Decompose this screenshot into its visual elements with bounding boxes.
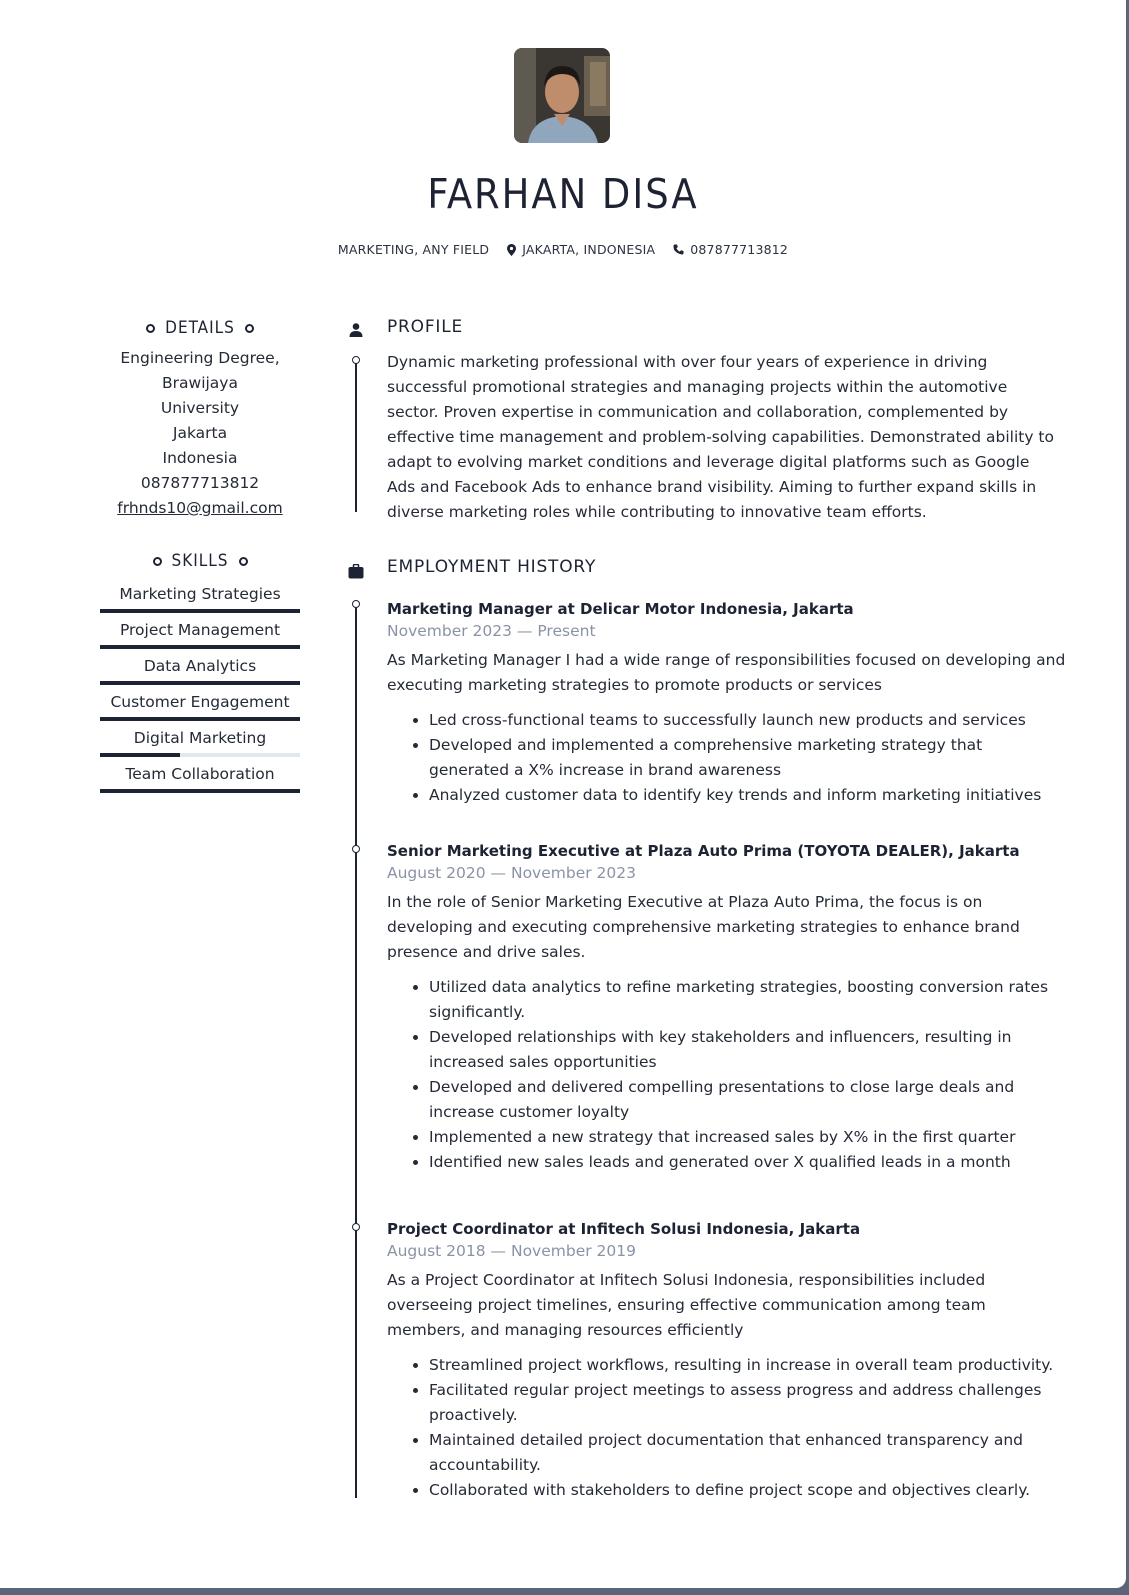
- city: Jakarta: [172, 424, 228, 442]
- left-column: [80, 318, 320, 793]
- job-dates: August 2020 — November 2023: [387, 864, 636, 882]
- job-bullet: • Utilized data analytics to refine marketing strategies, boosting conversion rates significantly.: [429, 975, 1067, 1025]
- email-link[interactable]: frhnds10@gmail.com: [117, 499, 283, 517]
- timeline-pin: [352, 600, 360, 608]
- skill-bar-fill: [100, 609, 300, 613]
- skill-label: Customer Engagement: [110, 693, 290, 711]
- job-bullets: [387, 1353, 1067, 1503]
- employment-timeline-line: [355, 606, 357, 1498]
- role-text: MARKETING, ANY FIELD: [337, 242, 490, 257]
- job-entry: [387, 842, 1067, 1175]
- job-bullet: • Developed and implemented a comprehensive marketing strategy that generated a X% increase in brand awareness: [429, 733, 1067, 783]
- job-bullet: • Facilitated regular project meetings to assess progress and address challenges proactively.: [429, 1378, 1067, 1428]
- candidate-name: FARHAN DISA: [427, 170, 699, 218]
- skill-bar-fill: [100, 681, 300, 685]
- skill-item: [100, 685, 300, 721]
- job-description: In the role of Senior Marketing Executive at Plaza Auto Prima, the focus is on developing and executing comprehensive marketing strategies to enhance brand presence and drive sales.: [387, 893, 1020, 961]
- skill-bar: [100, 717, 300, 721]
- profile-timeline-line: [355, 362, 357, 512]
- skill-bar: [100, 753, 300, 757]
- skill-bar: [100, 609, 300, 613]
- timeline-pin: [352, 1223, 360, 1231]
- job-entry: [387, 1220, 1067, 1503]
- skill-bar: [100, 789, 300, 793]
- phone-text: 087877713812: [690, 242, 789, 257]
- job-bullet: • Maintained detailed project documentation that enhanced transparency and accountability.: [429, 1428, 1067, 1478]
- timeline-pin: [352, 356, 360, 364]
- job-bullet: • Identified new sales leads and generated over X qualified leads in a month: [429, 1150, 1067, 1175]
- job-bullet: • Developed and delivered compelling presentations to close large deals and increase customer loyalty: [429, 1075, 1067, 1125]
- job-title: Marketing Manager at Delicar Motor Indonesia, Jakarta: [387, 600, 854, 618]
- job-description: As Marketing Manager I had a wide range of responsibilities focused on developing and executing marketing strategies to promote products or services: [387, 651, 1066, 694]
- profile-photo: [514, 48, 610, 143]
- skill-item: [100, 649, 300, 685]
- skill-label: Data Analytics: [143, 657, 257, 675]
- skill-bar: [100, 645, 300, 649]
- skills-heading: [80, 551, 320, 571]
- job-bullet: • Developed relationships with key stakeholders and influencers, resulting in increased sales opportunities: [429, 1025, 1067, 1075]
- job-bullet: • Led cross-functional teams to successfully launch new products and services: [429, 708, 1067, 733]
- skill-label: Marketing Strategies: [119, 585, 281, 603]
- ring-icon: [146, 324, 155, 333]
- ring-icon: [245, 324, 254, 333]
- phone-icon: [673, 244, 684, 255]
- ring-icon: [239, 557, 248, 566]
- skill-label: Digital Marketing: [133, 729, 267, 747]
- skill-bar-fill: [100, 753, 180, 757]
- skill-bar: [100, 681, 300, 685]
- job-bullets: [387, 975, 1067, 1175]
- details-block: [80, 346, 320, 521]
- skill-label: Team Collaboration: [125, 765, 275, 783]
- country: Indonesia: [162, 449, 238, 467]
- job-bullet: • Streamlined project workflows, resulting in increase in overall team productivity.: [429, 1353, 1067, 1378]
- job-bullet: • Implemented a new strategy that increased sales by X% in the first quarter: [429, 1125, 1067, 1150]
- details-title: DETAILS: [165, 318, 235, 338]
- skill-item: [100, 613, 300, 649]
- employment-heading: EMPLOYMENT HISTORY: [387, 557, 597, 577]
- job-bullet: • Collaborated with stakeholders to define project scope and objectives clearly.: [429, 1478, 1067, 1503]
- contact-line: [0, 242, 1126, 257]
- skill-label: Project Management: [119, 621, 281, 639]
- profile-heading: PROFILE: [387, 317, 464, 337]
- details-heading: [80, 318, 320, 338]
- skills-list: [80, 577, 320, 793]
- ring-icon: [153, 557, 162, 566]
- job-title: Project Coordinator at Infitech Solusi Indonesia, Jakarta: [387, 1220, 861, 1238]
- job-entry: [387, 600, 1067, 808]
- person-icon: [348, 322, 364, 342]
- job-bullet: • Analyzed customer data to identify key trends and inform marketing initiatives: [429, 783, 1067, 808]
- degree-line: Engineering Degree, Brawijaya: [120, 349, 280, 392]
- skill-item: [100, 577, 300, 613]
- skill-bar-fill: [100, 717, 300, 721]
- details-phone: 087877713812: [140, 474, 260, 492]
- degree-line: University: [160, 399, 240, 417]
- job-description: As a Project Coordinator at Infitech Solusi Indonesia, responsibilities included overseeing project timelines, ensuring effective communication among team members, and managing resources efficiently: [387, 1271, 986, 1339]
- timeline-pin: [352, 845, 360, 853]
- job-dates: August 2018 — November 2019: [387, 1242, 636, 1260]
- location-text: JAKARTA, INDONESIA: [522, 242, 656, 257]
- job-dates: November 2023 — Present: [387, 622, 596, 640]
- profile-summary: Dynamic marketing professional with over four years of experience in driving successful promotional strategies and managing projects within the automotive sector. Proven expertise in communication and collaboration, complemented by effective time management and problem-solving capabilities. Demonstrated ability to adapt to evolving market conditions and leverage digital platforms such as Google Ads and Facebook Ads to enhance brand visibility. Aiming to further expand skills in diverse marketing roles while contributing to innovative team efforts.: [387, 353, 1054, 521]
- skill-bar-fill: [100, 789, 300, 793]
- location-pin-icon: [507, 244, 516, 256]
- skill-item: [100, 721, 300, 757]
- job-title: Senior Marketing Executive at Plaza Auto Prima (TOYOTA DEALER), Jakarta: [387, 842, 1020, 860]
- skills-title: SKILLS: [171, 551, 229, 571]
- skill-item: [100, 757, 300, 793]
- briefcase-icon: [348, 564, 364, 583]
- job-bullets: [387, 708, 1067, 808]
- skill-bar-fill: [100, 645, 300, 649]
